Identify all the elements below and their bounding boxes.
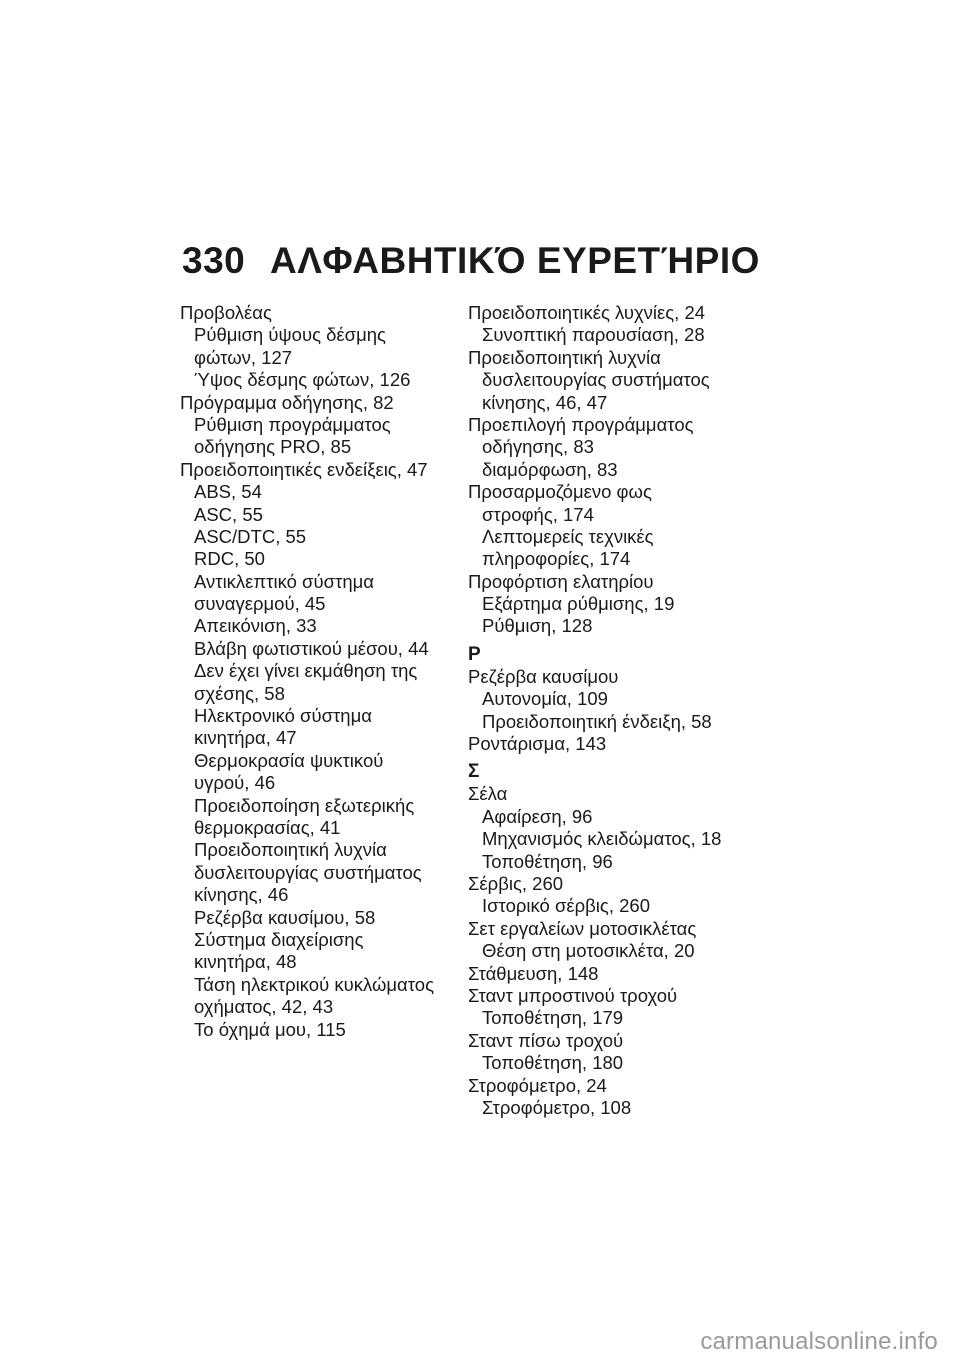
index-entry: Πρόγραμμα οδήγησης, 82 [180,391,394,413]
index-subentry: ASC/DTC, 55 [194,525,307,547]
index-subentry: Τάση ηλεκτρικού κυκλώματος [194,973,434,995]
index-subentry: συναγερμού, 45 [194,593,326,615]
index-subentry: πληροφορίες, 174 [482,548,631,570]
index-subentry: κίνησης, 46 [194,884,289,906]
index-subentry: Στροφόμετρο, 108 [482,1096,632,1118]
page-title: ΑΛΦΑΒΗΤΙΚΌ ΕΥΡΕΤΉΡΙΟ [270,240,760,281]
index-entry: Σετ εργαλείων μοτοσικλέτας [468,917,697,939]
index-column-left [180,302,470,1041]
index-subentry: κινητήρα, 48 [194,951,297,973]
index-subentry: οδήγησης PRO, 85 [194,436,352,458]
index-entry: Σέρβις, 260 [468,872,564,894]
index-subentry: υγρού, 46 [194,772,276,794]
index-subentry: Προειδοποίηση εξωτερικής [194,794,415,816]
index-subentry: Αυτονομία, 109 [482,688,608,710]
index-subentry: οδήγησης, 83 [482,436,594,458]
index-subentry: RDC, 50 [194,548,265,570]
page-number: 330 [182,240,246,281]
index-subentry: δυσλειτουργίας συστήματος [482,369,710,391]
index-entry: Ροντάρισμα, 143 [468,733,607,755]
index-subentry: Ρύθμιση, 128 [482,615,593,637]
index-section-letter: Ρ [468,643,481,665]
index-subentry: Το όχημά μου, 115 [194,1018,346,1040]
index-entry: Προβολέας [180,302,272,323]
index-subentry: ASC, 55 [194,503,263,525]
index-entry: Σέλα [468,783,508,805]
index-entry: Στάθμευση, 148 [468,962,599,984]
watermark: carmanualsonline.info [700,1328,938,1355]
index-subentry: Εξάρτημα ρύθμισης, 19 [482,593,675,615]
index-subentry: κίνησης, 46, 47 [482,391,608,413]
index-entry: Σταντ μπροστινού τροχού [468,984,678,1006]
index-entry: Ρεζέρβα καυσίμου [468,665,619,687]
index-subentry: Ρύθμιση προγράμματος [194,413,391,435]
index-subentry: Τοποθέτηση, 96 [482,850,613,872]
index-subentry: Προειδοποιητική ένδειξη, 58 [482,710,712,732]
index-subentry: δυσλειτουργίας συστήματος [194,861,422,883]
index-entry: Προεπιλογή προγράμματος [468,413,694,435]
index-section-letter: Σ [468,761,480,783]
index-subentry: οχήματος, 42, 43 [194,996,334,1018]
index-subentry: Θέση στη μοτοσικλέτα, 20 [482,940,695,962]
index-subentry: Προειδοποιητική λυχνία [194,839,387,861]
index-subentry: Συνοπτική παρουσίαση, 28 [482,324,705,346]
index-subentry: Μηχανισμός κλειδώματος, 18 [482,828,722,850]
index-entry: Στροφόμετρο, 24 [468,1074,607,1096]
index-subentry: Ηλεκτρονικό σύστημα [194,705,372,727]
index-column-right [468,302,758,1119]
index-entry: Προειδοποιητική λυχνία [468,346,661,368]
index-subentry: Ιστορικό σέρβις, 260 [482,895,650,917]
index-entry: Προφόρτιση ελατηρίου [468,570,654,592]
index-subentry: Λεπτομερείς τεχνικές [482,525,654,547]
index-subentry: Βλάβη φωτιστικού μέσου, 44 [194,637,429,659]
index-subentry: Τοποθέτηση, 179 [482,1007,624,1029]
index-subentry: Θερμοκρασία ψυκτικού [194,749,384,771]
index-subentry: σχέσης, 58 [194,682,285,704]
index-subentry: Ύψος δέσμης φώτων, 126 [194,369,411,391]
page-header [182,240,760,282]
index-subentry: φώτων, 127 [194,346,293,368]
index-entry: Προσαρμοζόμενο φως [468,481,652,503]
index-subentry: Τοποθέτηση, 180 [482,1052,624,1074]
index-entry: Σταντ πίσω τροχού [468,1029,624,1051]
index-subentry: Αντικλεπτικό σύστημα [194,570,374,592]
index-subentry: διαμόρφωση, 83 [482,458,618,480]
index-subentry: Αφαίρεση, 96 [482,805,593,827]
index-subentry: στροφής, 174 [482,503,594,525]
index-entry: Προειδοποιητικές ενδείξεις, 47 [180,458,428,480]
index-subentry: κινητήρα, 47 [194,727,297,749]
index-subentry: Απεικόνιση, 33 [194,615,317,637]
index-subentry: Ρύθμιση ύψους δέσμης [194,324,386,346]
index-subentry: ABS, 54 [194,481,262,503]
index-entry: Προειδοποιητικές λυχνίες, 24 [468,302,706,323]
index-subentry: Ρεζέρβα καυσίμου, 58 [194,906,376,928]
index-subentry: Δεν έχει γίνει εκμάθηση της [194,660,418,682]
index-subentry: Σύστημα διαχείρισης [194,928,364,950]
index-subentry: θερμοκρασίας, 41 [194,816,341,838]
